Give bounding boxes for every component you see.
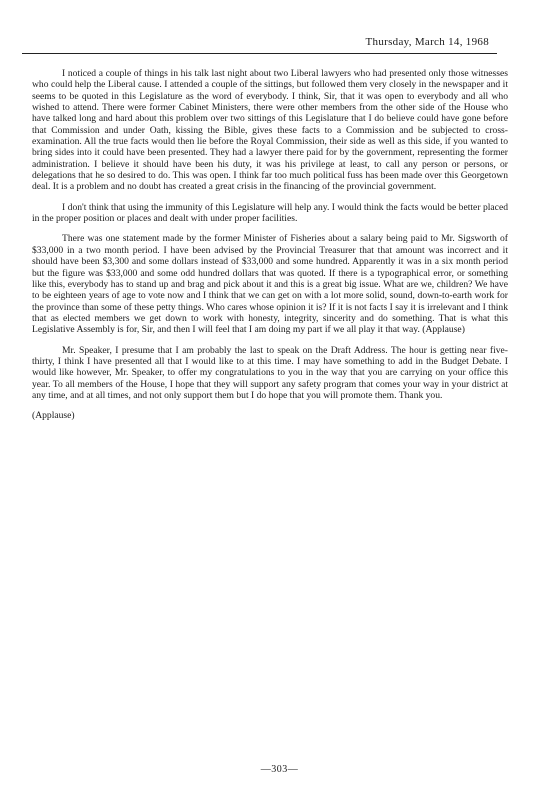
header-rule bbox=[22, 53, 497, 54]
page-body bbox=[32, 68, 508, 431]
paragraph: I noticed a couple of things in his talk last night about two Liberal lawyers who had presented only those witnesses who could help the Liberal cause. I attended a couple of the sittings, but followed them very closely in the newspaper and it seems to be quoted in this Legislature as the word of everybody. I think, Sir, that it was open to everybody and all who wished to attend. There were former Cabinet Ministers, there were other members from the other side of the House who have talked long and hard about this problem over two sittings of this Legislature that I do believe could have gone before that Commission and under Oath, kissing the Bible, gives these facts to a Commission and be subjected to cross-examination. All the true facts would then lie before the Royal Commission, their side as well as this side, if you wanted to bring sides into it could have been presented. They had a lawyer there paid for by the government, representing the former administration. I believe it should have been his duty, it was his privilege at least, to call any person or persons, or delegations that he so desired to do. This was open. I think far too much political fuss has been made over this Georgetown deal. It is a problem and no doubt has created a great crisis in the financing of the provincial government. bbox=[32, 68, 508, 193]
closing-applause: (Applause) bbox=[32, 410, 75, 422]
paragraph: There was one statement made by the former Minister of Fisheries about a salary being paid to Mr. Sigsworth of $33,000 in a two month period. I have been advised by the Provincial Treasurer that that amount was incorrect and it should have been $3,300 and some dollars instead of $33,000 and some hundred. Apparently it was in a six month period but the figure was $33,000 and some odd hundred dollars that was quoted. If there is a typographical error, or something like this, everybody has to stand up and brag and pick about it and this is a great big issue. What are we, children? We have to be eighteen years of age to vote now and I think that we can get on with a lot more solid, sound, down-to-earth work for the province than some of these petty things. Who cares whose opinion it is? If it is not facts I say it is irrelevant and I think that as elected members we get down to work with honesty, integrity, sincerity and do something. That is what this Legislative Assembly is for, Sir, and then I will feel that I am doing my part if we all play it that way. (Applause) bbox=[32, 233, 508, 336]
page-header-date: Thursday, March 14, 1968 bbox=[365, 36, 489, 48]
page-number: —303— bbox=[260, 764, 299, 775]
paragraph: Mr. Speaker, I presume that I am probably the last to speak on the Draft Address. The hour is getting near five-thirty, I think I have presented all that I would like to at this time. I may have something to add in the Budget Debate. I would like however, Mr. Speaker, to offer my congratulations to you in the way that you are carrying on your office this year. To all members of the House, I hope that they will support any safety program that comes your way in your district at any time, and at all times, and not only support them but I do hope that you will promote them. Thank you. bbox=[32, 344, 508, 401]
paragraph: I don't think that using the immunity of this Legislature will help any. I would think the facts would be better placed in the proper position or places and dealt with under proper facilities. bbox=[32, 201, 508, 225]
